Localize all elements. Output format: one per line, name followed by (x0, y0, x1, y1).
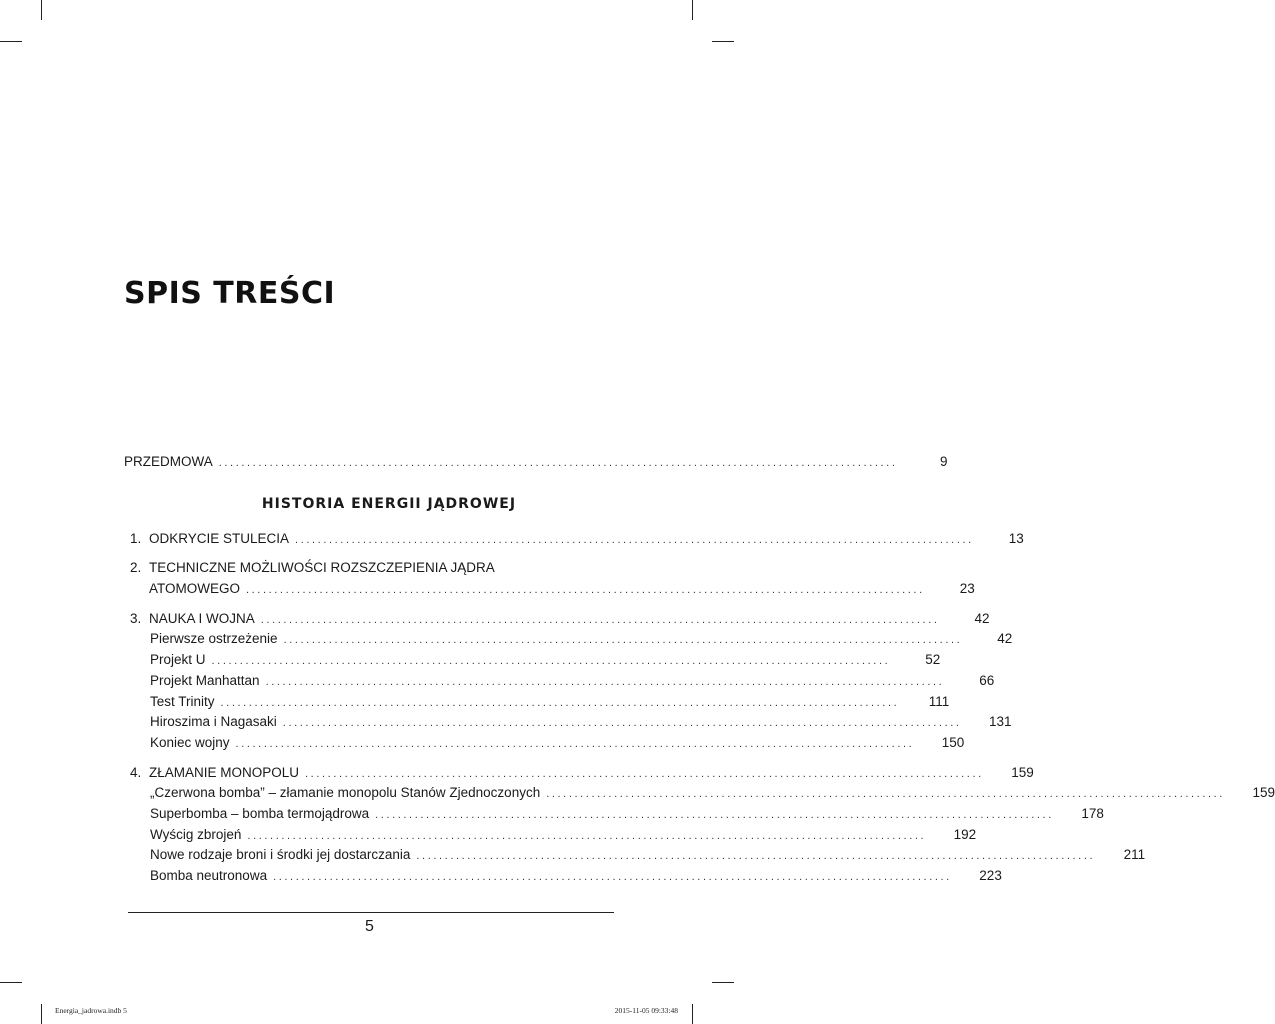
toc-entry-subsection (124, 866, 1002, 887)
leader-dots: ........................................................................................................................ (295, 533, 974, 546)
crop-mark (41, 1004, 42, 1024)
toc-entry-label: TECHNICZNE MOŻLIWOŚCI ROZSZCZEPIENIA JĄDRA (149, 560, 495, 576)
toc-page-number: 150 (941, 734, 965, 750)
toc-entry-chapter (124, 763, 1034, 784)
toc-entry-label: PRZEDMOWA (124, 454, 213, 469)
toc-entry-label: Hiroszima i Nagasaki (150, 714, 277, 730)
toc-page-number: 13 (1008, 530, 1024, 546)
toc-entry-subsection (124, 733, 965, 754)
crop-mark (712, 982, 734, 983)
leader-dots: ........................................................................................................................ (211, 655, 891, 668)
toc-page-number: 223 (979, 868, 1002, 883)
toc-entry-subsection (124, 825, 977, 846)
toc-entry-subsection (124, 804, 1104, 825)
leader-dots: ........................................................................................................................ (246, 584, 925, 597)
crop-mark (0, 41, 22, 42)
crop-mark (41, 0, 42, 20)
toc-page-number: 178 (1081, 805, 1104, 821)
toc-page-number: 211 (1123, 847, 1146, 863)
toc-page-number: 131 (989, 714, 1012, 730)
toc-entry-subsection (124, 671, 995, 692)
toc-entry-chapter (124, 609, 990, 630)
leader-dots: ........................................................................................................................ (305, 767, 984, 780)
slug-timestamp: 2015-11-05 09:33:48 (614, 1006, 678, 1015)
toc-entry-chapter (124, 558, 614, 579)
toc-entry-label: „Czerwona bomba” – złamanie monopolu Stanów Zjednoczonych (150, 785, 541, 801)
toc-entry-label: ATOMOWEGO (149, 581, 240, 597)
toc-entry-label: Superbomba – bomba termojądrowa (150, 805, 370, 821)
toc-entry-label: Nowe rodzaje broni i środki jej dostarczania (150, 847, 411, 863)
toc-entry-label: ZŁAMANIE MONOPOLU (149, 764, 300, 780)
table-of-contents (124, 452, 1275, 887)
footer-rule (128, 912, 614, 913)
crop-mark (0, 982, 22, 983)
toc-entry-preface (124, 452, 948, 473)
toc-entry-label: NAUKA I WOJNA (149, 610, 255, 626)
toc-page-number: 192 (953, 826, 977, 842)
toc-page-number: 159 (1252, 785, 1275, 801)
toc-entry-label: Test Trinity (150, 693, 215, 709)
page-title: SPIS TREŚCI (124, 276, 336, 311)
toc-page-number: 111 (928, 693, 950, 709)
chapter-number: 3. (130, 610, 142, 626)
toc-entry-chapter-continued (124, 579, 975, 600)
leader-dots: ........................................................................................................................ (265, 675, 945, 688)
leader-dots: ........................................................................................................................ (546, 788, 1225, 801)
crop-mark (692, 1004, 693, 1024)
leader-dots: ........................................................................................................................ (416, 850, 1096, 863)
crop-mark (712, 41, 734, 42)
chapter-number: 2. (130, 560, 142, 576)
chapter-number: 4. (130, 764, 142, 780)
leader-dots: ........................................................................................................................ (375, 808, 1054, 821)
leader-dots: ........................................................................................................................ (283, 634, 963, 647)
chapter-list (124, 529, 1275, 887)
toc-page-number: 23 (959, 581, 975, 597)
toc-entry-label: Bomba neutronowa (150, 868, 268, 883)
toc-page-number: 9 (939, 454, 948, 469)
toc-page-number: 42 (997, 631, 1013, 647)
slug-filename: Energia_jadrowa.indb 5 (55, 1006, 127, 1015)
toc-entry-chapter (124, 529, 1024, 550)
toc-page-number: 66 (979, 672, 995, 688)
toc-entry-subsection (124, 650, 941, 671)
toc-entry-label: Pierwsze ostrzeżenie (150, 631, 278, 647)
section-heading: HISTORIA ENERGII JĄDROWEJ (261, 495, 517, 512)
leader-dots: ........................................................................................................................ (235, 737, 915, 750)
leader-dots: ........................................................................................................................ (247, 829, 927, 842)
leader-dots: ........................................................................................................................ (273, 871, 952, 883)
toc-page-number: 52 (925, 652, 941, 668)
toc-entry-subsection (124, 712, 1012, 733)
toc-page-number: 159 (1011, 764, 1034, 780)
toc-entry-label: Projekt Manhattan (150, 672, 260, 688)
page-number: 5 (365, 918, 374, 935)
chapter-number: 1. (130, 530, 142, 546)
toc-entry-subsection (124, 783, 1275, 804)
leader-dots: ........................................................................................................................ (218, 457, 898, 469)
leader-dots: ........................................................................................................................ (220, 696, 900, 709)
leader-dots: ........................................................................................................................ (260, 613, 940, 626)
toc-entry-label: Wyścig zbrojeń (150, 826, 242, 842)
toc-entry-label: Projekt U (150, 652, 206, 668)
toc-entry-label: ODKRYCIE STULECIA (149, 530, 290, 546)
toc-entry-subsection (124, 692, 950, 713)
leader-dots: ........................................................................................................................ (282, 717, 962, 730)
toc-page-number: 42 (974, 610, 990, 626)
toc-entry-subsection (124, 629, 1013, 650)
crop-mark (692, 0, 693, 20)
toc-entry-subsection (124, 845, 1146, 866)
toc-entry-label: Koniec wojny (150, 734, 230, 750)
